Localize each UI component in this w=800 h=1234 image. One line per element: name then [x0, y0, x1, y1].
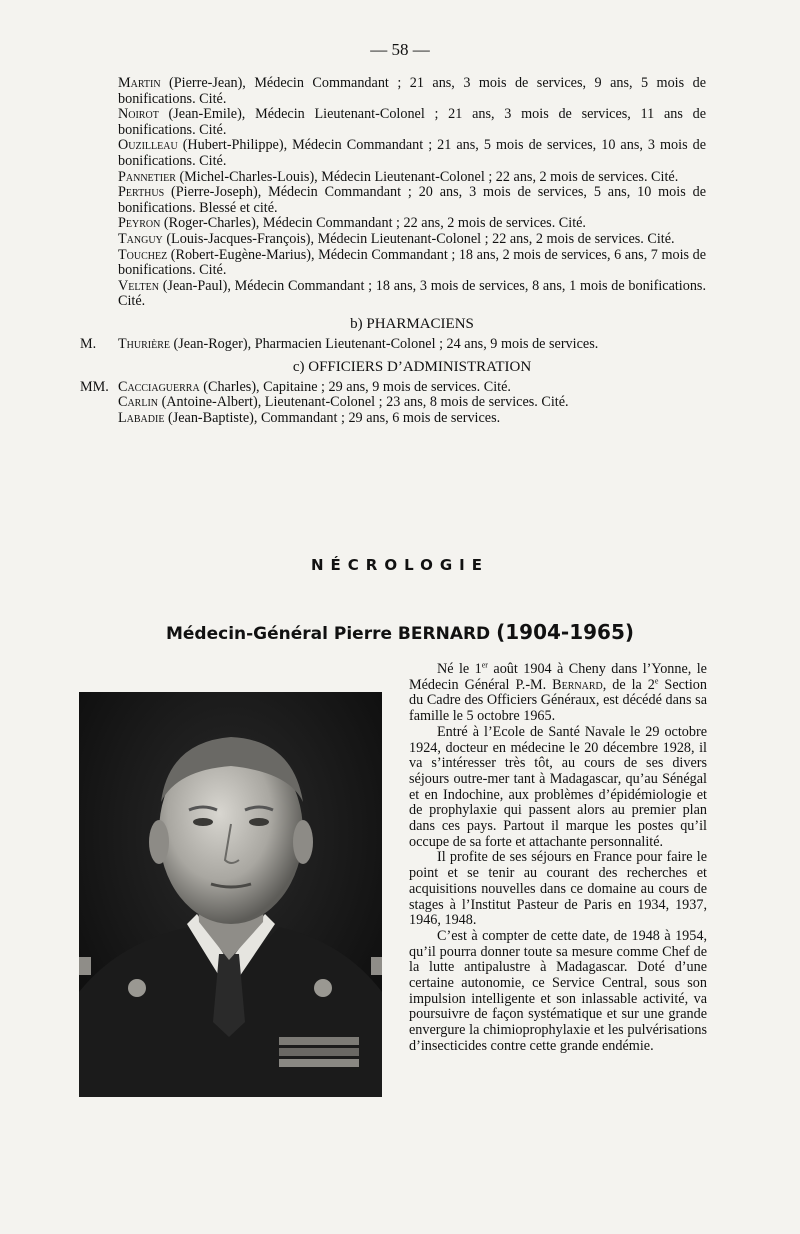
surname: Martin — [118, 75, 161, 91]
entry-details: (Jean-Baptiste), Commandant ; 29 ans, 6 mois de services. — [164, 409, 501, 426]
text-run: , de la 2 — [602, 676, 655, 693]
portrait-photo — [79, 692, 382, 1097]
list-item — [118, 395, 706, 411]
page-number: — 58 — — [370, 40, 430, 59]
surname: Peyron — [118, 215, 161, 232]
surname: Thurière — [118, 335, 170, 352]
text-run: Né le 1 — [437, 661, 482, 677]
surname: Velten — [118, 277, 159, 294]
section-heading-administration: c) OFFICIERS D’ADMINISTRATION — [292, 358, 532, 375]
obituary-paragraph: Entré à l’Ecole de Santé Navale le 29 octobre 1924, docteur en médecine le 20 décembre 1928, il va s’intéresser très tôt, au cours de ses divers séjours outre-mer tant à Madagascar, qu’au Sénégal et en Indochine, aux problèmes d’épidémiologie et de prophylaxie qui passent alors au premier plan dans ces pays. Partout il marque les postes qu’il occupe de sa forte et attachante personnalité. — [409, 723, 707, 850]
list-item — [118, 216, 706, 232]
entry-prefix: M. — [80, 335, 97, 352]
surname: Noirot — [118, 106, 159, 123]
surname: Touchez — [118, 246, 168, 263]
obituary-paragraph — [409, 662, 707, 725]
entry-details: (Pierre-Joseph), Médecin Commandant ; 20 ans, 3 mois de services, 5 ans, 10 mois de bonifications. Blessé et cité. — [118, 184, 706, 216]
portrait-figure — [79, 692, 382, 1097]
list-item — [118, 170, 706, 186]
entry-details: (Jean-Paul), Médecin Commandant ; 18 ans, 3 mois de services, 8 ans, 1 mois de bonifications. Cité. — [118, 277, 706, 310]
list-item — [118, 248, 706, 279]
entry-details: (Roger-Charles), Médecin Commandant ; 22 ans, 2 mois de services. Cité. — [160, 215, 586, 232]
surname: Labadie — [118, 409, 165, 426]
entry-details: (Louis-Jacques-François), Médecin Lieutenant-Colonel ; 22 ans, 2 mois de services. Cité. — [162, 230, 675, 247]
surname: Ouzilleau — [118, 137, 178, 154]
superscript: er — [481, 660, 488, 670]
honours-list — [80, 75, 706, 426]
entry-details: (Jean-Roger), Pharmacien Lieutenant-Colonel ; 24 ans, 9 mois de services. — [170, 335, 599, 352]
obituary-title-years: (1904-1965) — [496, 620, 635, 644]
obituary-text — [409, 662, 707, 1055]
obituary-title-name: Médecin-Général Pierre BERNARD — [165, 624, 491, 644]
list-item — [80, 378, 706, 396]
list-item — [118, 185, 706, 216]
entry-details: (Hubert-Philippe), Médecin Commandant ; 21 ans, 5 mois de services, 10 ans, 3 mois de bonifications. Cité. — [118, 137, 706, 169]
list-item — [80, 335, 706, 353]
surname: Pannetier — [118, 168, 176, 185]
list-item — [118, 411, 706, 427]
section-heading-pharmaciens: b) PHARMACIENS — [350, 315, 474, 332]
obituary-paragraph: Il profite de ses séjours en France pour faire le point et se tenir au courant des recherches et acquisitions nouvelles dans ce domaine au cours de stages à l’Institut Pasteur de Paris en 1934, 1937, 1946, 1948. — [409, 849, 707, 929]
surname: Cacciaguerra — [118, 378, 200, 395]
entry-details: (Charles), Capitaine ; 29 ans, 9 mois de services. Cité. — [199, 378, 511, 395]
surname: Carlin — [118, 394, 159, 411]
entry-details: (Michel-Charles-Louis), Médecin Lieutenant-Colonel ; 22 ans, 2 mois de services. Cité. — [175, 168, 679, 185]
entry-prefix: MM. — [80, 378, 109, 395]
text-run: août 1904 à Cheny dans l’Yonne, le Médecin Général P.-M. — [409, 661, 707, 693]
surname: Perthus — [118, 184, 165, 201]
superscript: e — [654, 675, 659, 685]
surname: Tanguy — [118, 230, 163, 247]
list-item — [118, 232, 706, 248]
surname: Bernard — [552, 676, 603, 693]
section-heading-necrologie: NÉCROLOGIE — [310, 556, 490, 574]
entry-details: (Pierre-Jean), Médecin Commandant ; 21 ans, 3 mois de services, 9 ans, 5 mois de bonifications. Cité. — [118, 75, 706, 107]
list-item — [118, 107, 706, 138]
list-item — [118, 138, 706, 169]
entry-details: (Antoine-Albert), Lieutenant-Colonel ; 23 ans, 8 mois de services. Cité. — [158, 394, 569, 411]
list-item — [118, 76, 706, 107]
list-item — [118, 279, 706, 310]
entry-details: (Jean-Emile), Médecin Lieutenant-Colonel ; 21 ans, 3 mois de services, 11 ans de bonifications. Cité. — [118, 106, 706, 138]
text-run: Section du Cadre des Officiers Généraux, est décédé dans sa famille le 5 octobre 1965. — [409, 676, 707, 725]
entry-details: (Robert-Eugène-Marius), Médecin Commandant ; 18 ans, 2 mois de services, 6 ans, 7 mois de bonifications. Cité. — [118, 246, 706, 279]
obituary-paragraph: C’est à compter de cette date, de 1948 à 1954, qu’il pourra donner toute sa mesure comme Chef de la lutte antipalustre à Madagascar. Doté d’une certaine autonomie, ce Service Central, sous son impulsion intelligente et son inlassable activité, va poursuivre de façon systématique et sur une grande envergure la chimioprophylaxie et les pulvérisations d’insecticides contre cette grande endémie. — [409, 927, 707, 1054]
obituary-title — [0, 620, 800, 644]
